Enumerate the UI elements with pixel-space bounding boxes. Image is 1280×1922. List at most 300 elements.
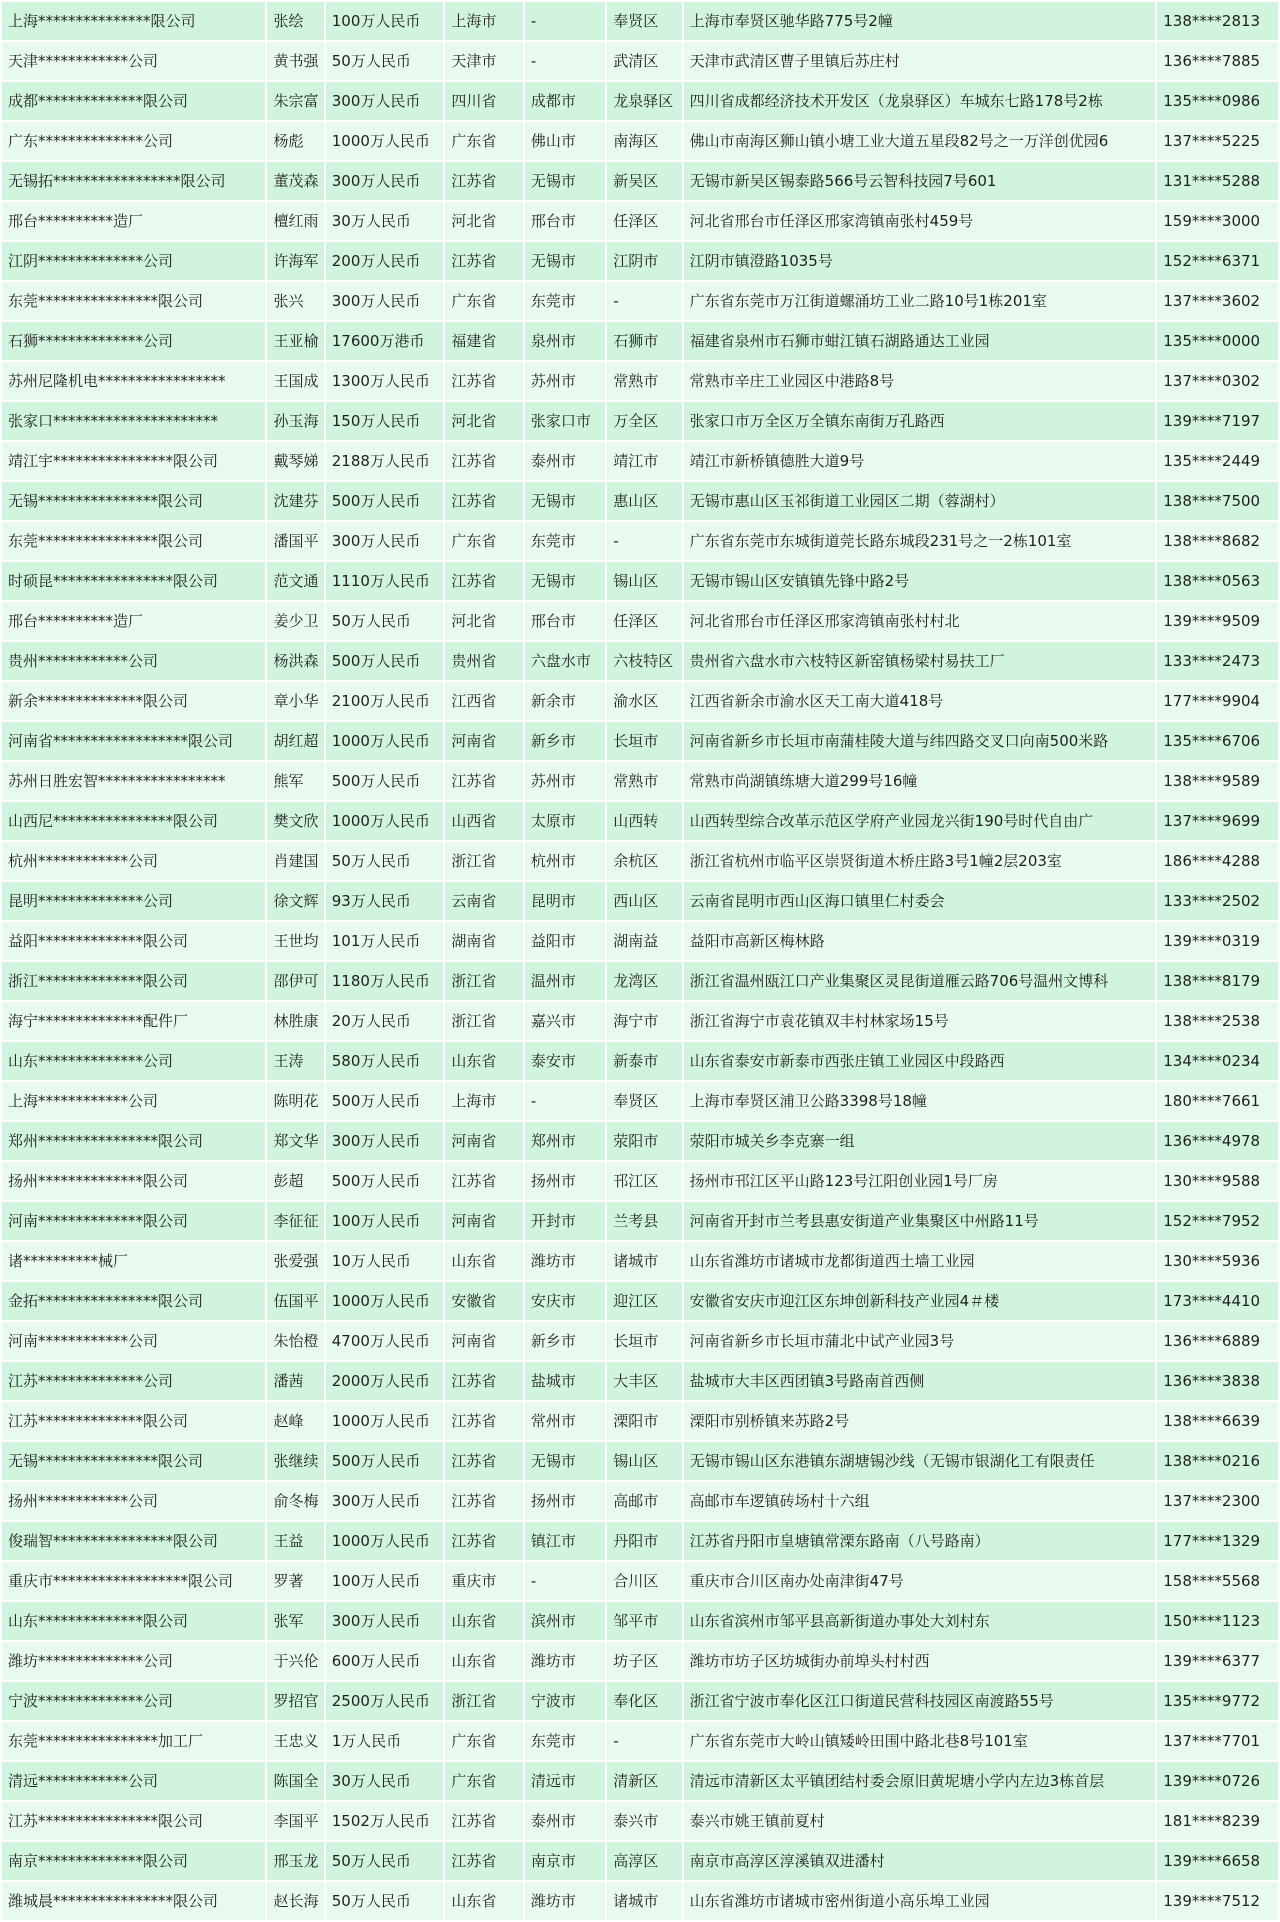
- phone-cell: 181****8239: [1157, 1802, 1278, 1840]
- city-cell: 成都市: [525, 82, 605, 120]
- company-name-cell: 清远************公司: [2, 1762, 265, 1800]
- registered-capital-cell: 580万人民币: [326, 1042, 444, 1080]
- registered-capital-cell: 1300万人民币: [326, 362, 444, 400]
- table-row: [2, 162, 1278, 200]
- phone-cell: 138****0563: [1157, 562, 1278, 600]
- address-cell: 云南省昆明市西山区海口镇里仁村委会: [684, 882, 1156, 920]
- registered-capital-cell: 100万人民币: [326, 1202, 444, 1240]
- district-cell: 合川区: [607, 1562, 681, 1600]
- phone-cell: 138****2538: [1157, 1002, 1278, 1040]
- address-cell: 盐城市大丰区西团镇3号路南首西侧: [684, 1362, 1156, 1400]
- registered-capital-cell: 300万人民币: [326, 282, 444, 320]
- address-cell: 福建省泉州市石狮市蚶江镇石湖路通达工业园: [684, 322, 1156, 360]
- company-name-cell: 苏州日胜宏智*****************: [2, 762, 265, 800]
- province-cell: 河南省: [445, 722, 522, 760]
- city-cell: 东莞市: [525, 282, 605, 320]
- phone-cell: 130****5936: [1157, 1242, 1278, 1280]
- phone-cell: 139****6377: [1157, 1642, 1278, 1680]
- province-cell: 广东省: [445, 1762, 522, 1800]
- province-cell: 江苏省: [445, 1162, 522, 1200]
- phone-cell: 137****7701: [1157, 1722, 1278, 1760]
- province-cell: 福建省: [445, 322, 522, 360]
- province-cell: 山东省: [445, 1042, 522, 1080]
- company-table-body: [2, 2, 1278, 1920]
- table-row: [2, 1082, 1278, 1120]
- company-name-cell: 益阳**************限公司: [2, 922, 265, 960]
- city-cell: 太原市: [525, 802, 605, 840]
- table-row: [2, 1562, 1278, 1600]
- city-cell: 滨州市: [525, 1602, 605, 1640]
- address-cell: 河北省邢台市任泽区邢家湾镇南张村459号: [684, 202, 1156, 240]
- address-cell: 浙江省海宁市袁花镇双丰村林家场15号: [684, 1002, 1156, 1040]
- legal-person-cell: 邢玉龙: [267, 1842, 323, 1880]
- address-cell: 山东省泰安市新泰市西张庄镇工业园区中段路西: [684, 1042, 1156, 1080]
- phone-cell: 134****0234: [1157, 1042, 1278, 1080]
- phone-cell: 136****6889: [1157, 1322, 1278, 1360]
- address-cell: 四川省成都经济技术开发区（龙泉驿区）车城东七路178号2栋: [684, 82, 1156, 120]
- company-name-cell: 江苏****************限公司: [2, 1802, 265, 1840]
- legal-person-cell: 熊军: [267, 762, 323, 800]
- city-cell: -: [525, 42, 605, 80]
- phone-cell: 135****2449: [1157, 442, 1278, 480]
- table-row: [2, 282, 1278, 320]
- address-cell: 无锡市新吴区锡泰路566号云智科技园7号601: [684, 162, 1156, 200]
- district-cell: 渝水区: [607, 682, 681, 720]
- district-cell: 新吴区: [607, 162, 681, 200]
- district-cell: 任泽区: [607, 602, 681, 640]
- province-cell: 天津市: [445, 42, 522, 80]
- city-cell: 泰安市: [525, 1042, 605, 1080]
- province-cell: 山东省: [445, 1602, 522, 1640]
- legal-person-cell: 王国成: [267, 362, 323, 400]
- district-cell: 海宁市: [607, 1002, 681, 1040]
- table-row: [2, 1402, 1278, 1440]
- phone-cell: 133****2473: [1157, 642, 1278, 680]
- province-cell: 江苏省: [445, 762, 522, 800]
- district-cell: 湖南益: [607, 922, 681, 960]
- legal-person-cell: 郑文华: [267, 1122, 323, 1160]
- district-cell: 兰考县: [607, 1202, 681, 1240]
- phone-cell: 136****3838: [1157, 1362, 1278, 1400]
- district-cell: 诸城市: [607, 1242, 681, 1280]
- table-row: [2, 762, 1278, 800]
- company-name-cell: 山东**************公司: [2, 1042, 265, 1080]
- address-cell: 山东省滨州市邹平县高新街道办事处大刘村东: [684, 1602, 1156, 1640]
- address-cell: 佛山市南海区狮山镇小塘工业大道五星段82号之一万洋创优园6: [684, 122, 1156, 160]
- province-cell: 浙江省: [445, 1002, 522, 1040]
- city-cell: 常州市: [525, 1402, 605, 1440]
- phone-cell: 137****3602: [1157, 282, 1278, 320]
- district-cell: 丹阳市: [607, 1522, 681, 1560]
- registered-capital-cell: 500万人民币: [326, 1082, 444, 1120]
- district-cell: 南海区: [607, 122, 681, 160]
- table-row: [2, 362, 1278, 400]
- province-cell: 河南省: [445, 1202, 522, 1240]
- phone-cell: 139****0319: [1157, 922, 1278, 960]
- legal-person-cell: 朱宗富: [267, 82, 323, 120]
- company-name-cell: 成都**************限公司: [2, 82, 265, 120]
- table-row: [2, 1722, 1278, 1760]
- registered-capital-cell: 30万人民币: [326, 202, 444, 240]
- district-cell: 诸城市: [607, 1882, 681, 1920]
- table-row: [2, 1602, 1278, 1640]
- table-row: [2, 482, 1278, 520]
- district-cell: 长垣市: [607, 722, 681, 760]
- table-row: [2, 242, 1278, 280]
- registered-capital-cell: 300万人民币: [326, 1602, 444, 1640]
- address-cell: 靖江市新桥镇德胜大道9号: [684, 442, 1156, 480]
- company-name-cell: 河南省******************限公司: [2, 722, 265, 760]
- registered-capital-cell: 500万人民币: [326, 762, 444, 800]
- table-row: [2, 82, 1278, 120]
- address-cell: 安徽省安庆市迎江区东坤创新科技产业园4＃楼: [684, 1282, 1156, 1320]
- phone-cell: 136****4978: [1157, 1122, 1278, 1160]
- legal-person-cell: 张军: [267, 1602, 323, 1640]
- district-cell: 溧阳市: [607, 1402, 681, 1440]
- company-name-cell: 杭州************公司: [2, 842, 265, 880]
- table-row: [2, 122, 1278, 160]
- legal-person-cell: 张兴: [267, 282, 323, 320]
- phone-cell: 138****6639: [1157, 1402, 1278, 1440]
- district-cell: 余杭区: [607, 842, 681, 880]
- legal-person-cell: 赵峰: [267, 1402, 323, 1440]
- province-cell: 江苏省: [445, 162, 522, 200]
- city-cell: 邢台市: [525, 202, 605, 240]
- registered-capital-cell: 4700万人民币: [326, 1322, 444, 1360]
- company-name-cell: 昆明**************公司: [2, 882, 265, 920]
- phone-cell: 135****0986: [1157, 82, 1278, 120]
- province-cell: 江西省: [445, 682, 522, 720]
- address-cell: 无锡市锡山区安镇镇先锋中路2号: [684, 562, 1156, 600]
- company-name-cell: 邢台**********造厂: [2, 602, 265, 640]
- district-cell: 邗江区: [607, 1162, 681, 1200]
- table-row: [2, 1882, 1278, 1920]
- table-row: [2, 882, 1278, 920]
- table-row: [2, 1122, 1278, 1160]
- legal-person-cell: 张绘: [267, 2, 323, 40]
- legal-person-cell: 于兴伦: [267, 1642, 323, 1680]
- city-cell: 新乡市: [525, 1322, 605, 1360]
- table-row: [2, 722, 1278, 760]
- registered-capital-cell: 1110万人民币: [326, 562, 444, 600]
- city-cell: 泰州市: [525, 1802, 605, 1840]
- phone-cell: 136****7885: [1157, 42, 1278, 80]
- address-cell: 常熟市尚湖镇练塘大道299号16幢: [684, 762, 1156, 800]
- company-name-cell: 潍坊**************公司: [2, 1642, 265, 1680]
- address-cell: 山西转型综合改革示范区学府产业园龙兴街190号时代自由广: [684, 802, 1156, 840]
- table-row: [2, 1762, 1278, 1800]
- district-cell: 靖江市: [607, 442, 681, 480]
- phone-cell: 131****5288: [1157, 162, 1278, 200]
- province-cell: 河北省: [445, 402, 522, 440]
- district-cell: 荥阳市: [607, 1122, 681, 1160]
- address-cell: 荥阳市城关乡李克寨一组: [684, 1122, 1156, 1160]
- legal-person-cell: 王亚榆: [267, 322, 323, 360]
- district-cell: 清新区: [607, 1762, 681, 1800]
- company-name-cell: 河南**************限公司: [2, 1202, 265, 1240]
- legal-person-cell: 戴琴娣: [267, 442, 323, 480]
- phone-cell: 180****7661: [1157, 1082, 1278, 1120]
- table-row: [2, 1522, 1278, 1560]
- province-cell: 浙江省: [445, 962, 522, 1000]
- legal-person-cell: 姜少卫: [267, 602, 323, 640]
- company-name-cell: 时硕昆****************限公司: [2, 562, 265, 600]
- phone-cell: 138****7500: [1157, 482, 1278, 520]
- district-cell: 奉贤区: [607, 2, 681, 40]
- legal-person-cell: 潘国平: [267, 522, 323, 560]
- city-cell: 邢台市: [525, 602, 605, 640]
- legal-person-cell: 徐文辉: [267, 882, 323, 920]
- city-cell: 佛山市: [525, 122, 605, 160]
- company-name-cell: 上海************公司: [2, 1082, 265, 1120]
- phone-cell: 138****0216: [1157, 1442, 1278, 1480]
- company-name-cell: 江苏**************公司: [2, 1362, 265, 1400]
- legal-person-cell: 陈明花: [267, 1082, 323, 1120]
- district-cell: 山西转: [607, 802, 681, 840]
- table-row: [2, 1242, 1278, 1280]
- district-cell: 万全区: [607, 402, 681, 440]
- registered-capital-cell: 2500万人民币: [326, 1682, 444, 1720]
- registered-capital-cell: 1万人民币: [326, 1722, 444, 1760]
- registered-capital-cell: 50万人民币: [326, 1882, 444, 1920]
- address-cell: 浙江省杭州市临平区崇贤街道木桥庄路3号1幢2层203室: [684, 842, 1156, 880]
- legal-person-cell: 孙玉海: [267, 402, 323, 440]
- registered-capital-cell: 150万人民币: [326, 402, 444, 440]
- province-cell: 广东省: [445, 282, 522, 320]
- district-cell: 坊子区: [607, 1642, 681, 1680]
- address-cell: 河南省开封市兰考县惠安街道产业集聚区中州路11号: [684, 1202, 1156, 1240]
- registered-capital-cell: 10万人民币: [326, 1242, 444, 1280]
- legal-person-cell: 胡红超: [267, 722, 323, 760]
- district-cell: 龙湾区: [607, 962, 681, 1000]
- registered-capital-cell: 2100万人民币: [326, 682, 444, 720]
- province-cell: 山东省: [445, 1642, 522, 1680]
- legal-person-cell: 陈国全: [267, 1762, 323, 1800]
- phone-cell: 138****9589: [1157, 762, 1278, 800]
- address-cell: 贵州省六盘水市六枝特区新窑镇杨梁村易扶工厂: [684, 642, 1156, 680]
- address-cell: 清远市清新区太平镇团结村委会原旧黄坭塘小学内左边3栋首层: [684, 1762, 1156, 1800]
- company-name-cell: 江苏**************限公司: [2, 1402, 265, 1440]
- address-cell: 益阳市高新区梅林路: [684, 922, 1156, 960]
- registered-capital-cell: 50万人民币: [326, 602, 444, 640]
- district-cell: 奉化区: [607, 1682, 681, 1720]
- legal-person-cell: 王涛: [267, 1042, 323, 1080]
- table-row: [2, 1842, 1278, 1880]
- district-cell: 长垣市: [607, 1322, 681, 1360]
- address-cell: 高邮市车逻镇砖场村十六组: [684, 1482, 1156, 1520]
- phone-cell: 130****9588: [1157, 1162, 1278, 1200]
- province-cell: 江苏省: [445, 1842, 522, 1880]
- address-cell: 常熟市辛庄工业园区中港路8号: [684, 362, 1156, 400]
- province-cell: 广东省: [445, 1722, 522, 1760]
- table-row: [2, 402, 1278, 440]
- province-cell: 山西省: [445, 802, 522, 840]
- phone-cell: 135****0000: [1157, 322, 1278, 360]
- company-name-cell: 无锡****************限公司: [2, 482, 265, 520]
- company-name-cell: 山东**************限公司: [2, 1602, 265, 1640]
- district-cell: 泰兴市: [607, 1802, 681, 1840]
- company-name-cell: 诸**********械厂: [2, 1242, 265, 1280]
- legal-person-cell: 范文通: [267, 562, 323, 600]
- address-cell: 江苏省丹阳市皇塘镇常溧东路南（八号路南）: [684, 1522, 1156, 1560]
- phone-cell: 158****5568: [1157, 1562, 1278, 1600]
- legal-person-cell: 沈建芬: [267, 482, 323, 520]
- address-cell: 山东省潍坊市诸城市龙都街道西土墙工业园: [684, 1242, 1156, 1280]
- table-row: [2, 42, 1278, 80]
- phone-cell: 139****6658: [1157, 1842, 1278, 1880]
- table-row: [2, 802, 1278, 840]
- address-cell: 广东省东莞市东城街道莞长路东城段231号之一2栋101室: [684, 522, 1156, 560]
- province-cell: 河南省: [445, 1122, 522, 1160]
- province-cell: 江苏省: [445, 1802, 522, 1840]
- table-row: [2, 202, 1278, 240]
- district-cell: 高邮市: [607, 1482, 681, 1520]
- registered-capital-cell: 50万人民币: [326, 842, 444, 880]
- city-cell: -: [525, 2, 605, 40]
- company-name-cell: 东莞****************限公司: [2, 522, 265, 560]
- phone-cell: 139****0726: [1157, 1762, 1278, 1800]
- district-cell: 惠山区: [607, 482, 681, 520]
- address-cell: 广东省东莞市万江街道螺涌坊工业二路10号1栋201室: [684, 282, 1156, 320]
- phone-cell: 137****2300: [1157, 1482, 1278, 1520]
- legal-person-cell: 杨洪森: [267, 642, 323, 680]
- company-name-cell: 金拓****************限公司: [2, 1282, 265, 1320]
- legal-person-cell: 张爱强: [267, 1242, 323, 1280]
- province-cell: 河北省: [445, 202, 522, 240]
- legal-person-cell: 俞冬梅: [267, 1482, 323, 1520]
- province-cell: 广东省: [445, 122, 522, 160]
- company-name-cell: 扬州**************限公司: [2, 1162, 265, 1200]
- phone-cell: 186****4288: [1157, 842, 1278, 880]
- registered-capital-cell: 30万人民币: [326, 1762, 444, 1800]
- address-cell: 南京市高淳区淳溪镇双进潘村: [684, 1842, 1156, 1880]
- registered-capital-cell: 300万人民币: [326, 162, 444, 200]
- district-cell: 常熟市: [607, 362, 681, 400]
- district-cell: 锡山区: [607, 1442, 681, 1480]
- city-cell: -: [525, 1562, 605, 1600]
- registered-capital-cell: 1000万人民币: [326, 1402, 444, 1440]
- city-cell: 潍坊市: [525, 1242, 605, 1280]
- company-name-cell: 苏州尼隆机电*****************: [2, 362, 265, 400]
- registered-capital-cell: 200万人民币: [326, 242, 444, 280]
- city-cell: 无锡市: [525, 1442, 605, 1480]
- address-cell: 河南省新乡市长垣市蒲北中试产业园3号: [684, 1322, 1156, 1360]
- province-cell: 山东省: [445, 1882, 522, 1920]
- company-name-cell: 天津************公司: [2, 42, 265, 80]
- city-cell: 六盘水市: [525, 642, 605, 680]
- table-row: [2, 442, 1278, 480]
- city-cell: 杭州市: [525, 842, 605, 880]
- table-row: [2, 1042, 1278, 1080]
- registered-capital-cell: 1000万人民币: [326, 802, 444, 840]
- table-row: [2, 1682, 1278, 1720]
- address-cell: 山东省潍坊市诸城市密州街道小高乐埠工业园: [684, 1882, 1156, 1920]
- district-cell: 石狮市: [607, 322, 681, 360]
- province-cell: 河南省: [445, 1322, 522, 1360]
- legal-person-cell: 王世均: [267, 922, 323, 960]
- city-cell: 南京市: [525, 1842, 605, 1880]
- phone-cell: 137****5225: [1157, 122, 1278, 160]
- province-cell: 广东省: [445, 522, 522, 560]
- registered-capital-cell: 1000万人民币: [326, 1282, 444, 1320]
- registered-capital-cell: 300万人民币: [326, 1482, 444, 1520]
- table-row: [2, 1442, 1278, 1480]
- company-name-cell: 靖江宇****************限公司: [2, 442, 265, 480]
- legal-person-cell: 李征征: [267, 1202, 323, 1240]
- district-cell: 任泽区: [607, 202, 681, 240]
- city-cell: 清远市: [525, 1762, 605, 1800]
- province-cell: 浙江省: [445, 842, 522, 880]
- city-cell: 温州市: [525, 962, 605, 1000]
- legal-person-cell: 许海军: [267, 242, 323, 280]
- company-name-cell: 潍城晨****************限公司: [2, 1882, 265, 1920]
- legal-person-cell: 杨彪: [267, 122, 323, 160]
- city-cell: 镇江市: [525, 1522, 605, 1560]
- company-name-cell: 广东**************公司: [2, 122, 265, 160]
- city-cell: 苏州市: [525, 362, 605, 400]
- phone-cell: 135****9772: [1157, 1682, 1278, 1720]
- province-cell: 上海市: [445, 2, 522, 40]
- table-row: [2, 1362, 1278, 1400]
- province-cell: 江苏省: [445, 442, 522, 480]
- district-cell: 龙泉驿区: [607, 82, 681, 120]
- registered-capital-cell: 101万人民币: [326, 922, 444, 960]
- company-name-cell: 邢台**********造厂: [2, 202, 265, 240]
- phone-cell: 138****8682: [1157, 522, 1278, 560]
- city-cell: 宁波市: [525, 1682, 605, 1720]
- registered-capital-cell: 600万人民币: [326, 1642, 444, 1680]
- company-name-cell: 上海***************限公司: [2, 2, 265, 40]
- district-cell: -: [607, 1722, 681, 1760]
- district-cell: 六枝特区: [607, 642, 681, 680]
- city-cell: 苏州市: [525, 762, 605, 800]
- address-cell: 溧阳市别桥镇来苏路2号: [684, 1402, 1156, 1440]
- table-row: [2, 1802, 1278, 1840]
- city-cell: 无锡市: [525, 482, 605, 520]
- address-cell: 广东省东莞市大岭山镇矮岭田围中路北巷8号101室: [684, 1722, 1156, 1760]
- registered-capital-cell: 1180万人民币: [326, 962, 444, 1000]
- company-name-cell: 山西尼****************限公司: [2, 802, 265, 840]
- address-cell: 天津市武清区曹子里镇后苏庄村: [684, 42, 1156, 80]
- phone-cell: 177****9904: [1157, 682, 1278, 720]
- city-cell: 昆明市: [525, 882, 605, 920]
- company-name-cell: 郑州****************限公司: [2, 1122, 265, 1160]
- phone-cell: 138****8179: [1157, 962, 1278, 1000]
- registered-capital-cell: 20万人民币: [326, 1002, 444, 1040]
- city-cell: 无锡市: [525, 562, 605, 600]
- district-cell: 武清区: [607, 42, 681, 80]
- table-row: [2, 1282, 1278, 1320]
- phone-cell: 177****1329: [1157, 1522, 1278, 1560]
- registered-capital-cell: 500万人民币: [326, 482, 444, 520]
- registered-capital-cell: 500万人民币: [326, 1162, 444, 1200]
- province-cell: 贵州省: [445, 642, 522, 680]
- address-cell: 浙江省温州瓯江口产业集聚区灵昆街道雁云路706号温州文博科: [684, 962, 1156, 1000]
- province-cell: 河北省: [445, 602, 522, 640]
- registered-capital-cell: 1502万人民币: [326, 1802, 444, 1840]
- legal-person-cell: 林胜康: [267, 1002, 323, 1040]
- city-cell: 扬州市: [525, 1162, 605, 1200]
- city-cell: 开封市: [525, 1202, 605, 1240]
- district-cell: 常熟市: [607, 762, 681, 800]
- table-row: [2, 1202, 1278, 1240]
- legal-person-cell: 罗著: [267, 1562, 323, 1600]
- registered-capital-cell: 50万人民币: [326, 42, 444, 80]
- company-name-cell: 南京**************限公司: [2, 1842, 265, 1880]
- company-name-cell: 石狮**************公司: [2, 322, 265, 360]
- district-cell: 大丰区: [607, 1362, 681, 1400]
- city-cell: 盐城市: [525, 1362, 605, 1400]
